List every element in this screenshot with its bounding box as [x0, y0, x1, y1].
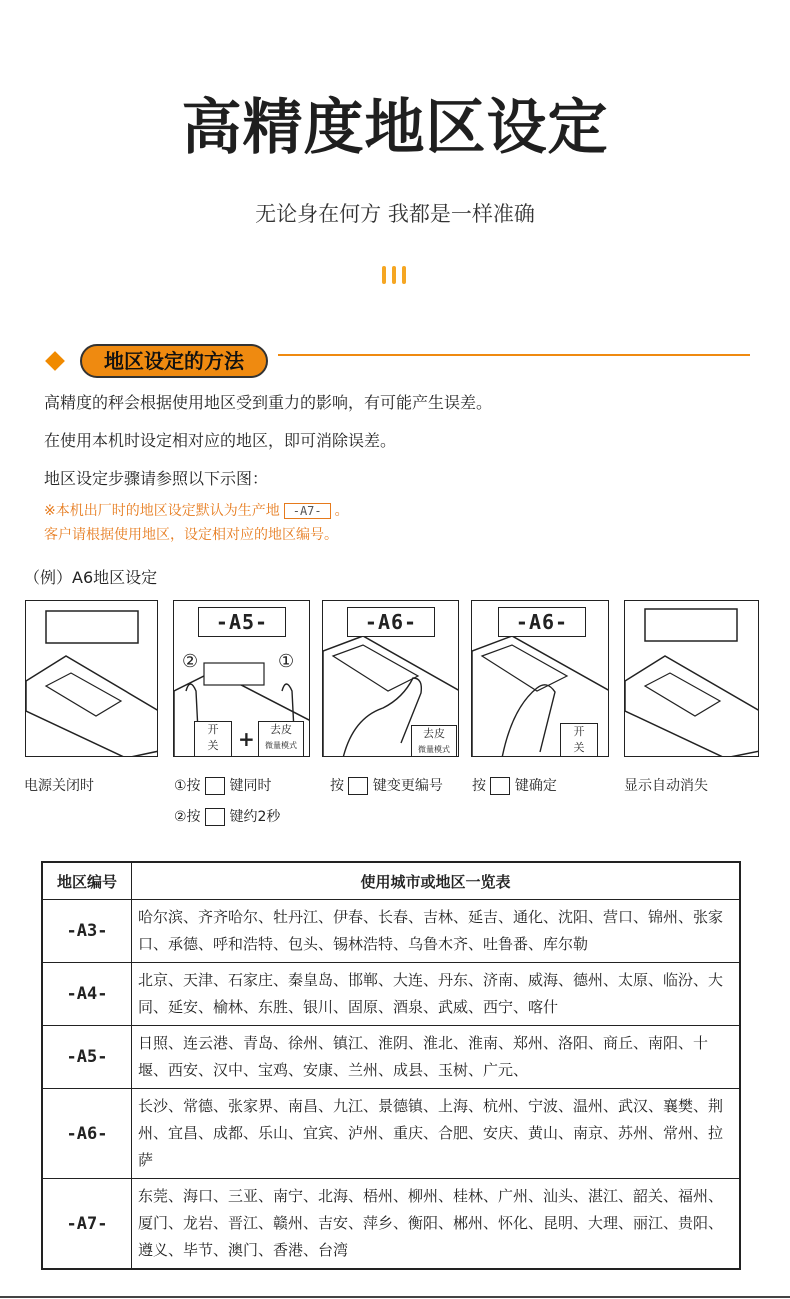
- region-table: [41, 861, 741, 1270]
- region-code: -A7-: [42, 1179, 132, 1270]
- tare-key[interactable]: [411, 725, 457, 757]
- step-number-1: ①: [278, 651, 295, 672]
- step-panel-1: [25, 600, 158, 757]
- step-number-2: ②: [182, 651, 199, 672]
- caption-step-1: 电源关闭时: [24, 778, 94, 794]
- section-header: [48, 344, 750, 384]
- page-subtitle: 无论身在何方 我都是一样准确: [255, 202, 535, 226]
- lcd-display: -A6-: [347, 607, 435, 637]
- caption-text: 按: [472, 778, 486, 794]
- caption-step-3: [330, 775, 443, 795]
- paragraph-1: 高精度的秤会根据使用地区受到重力的影响，有可能产生误差。: [44, 393, 493, 412]
- tare-label: 去皮: [270, 723, 292, 736]
- diamond-icon: [45, 351, 65, 371]
- power-key-icon: [490, 777, 510, 795]
- region-cities: 东莞、海口、三亚、南宁、北海、梧州、柳州、桂林、广州、汕头、湛江、韶关、福州、厦门、龙岩、晋江、赣州、吉安、萍乡、衡阳、郴州、怀化、昆明、大理、丽江、贵阳、遵义、毕节、澳门、香港、台湾: [132, 1179, 741, 1270]
- region-cities: 北京、天津、石家庄、秦皇岛、邯郸、大连、丹东、济南、威海、德州、太原、临汾、大同、延安、榆林、东胜、银川、固原、酒泉、武威、西宁、喀什: [132, 963, 741, 1026]
- region-cities: 哈尔滨、齐齐哈尔、牡丹江、伊春、长春、吉林、延吉、通化、沈阳、营口、锦州、张家口、承德、呼和浩特、包头、锡林浩特、乌鲁木齐、吐鲁番、库尔勒: [132, 900, 741, 963]
- tare-sub-label: 微量模式: [265, 741, 297, 750]
- decorative-bars-icon: [382, 266, 410, 284]
- step-panel-3: [322, 600, 459, 757]
- key-close-label: 关: [573, 741, 585, 754]
- caption-text: 键变更编号: [372, 778, 443, 794]
- power-key[interactable]: [560, 723, 598, 757]
- note-line-1: [44, 500, 349, 520]
- region-code: -A5-: [42, 1026, 132, 1089]
- paragraph-3: 地区设定步骤请参照以下示图：: [44, 469, 269, 488]
- tare-key[interactable]: [258, 721, 304, 757]
- power-key-icon: [205, 808, 225, 826]
- key-open-label: 开: [573, 725, 585, 738]
- region-cities: 长沙、常德、张家界、南昌、九江、景德镇、上海、杭州、宁波、温州、武汉、襄樊、荆州、宜昌、成都、乐山、宜宾、泸州、重庆、合肥、安庆、黄山、南京、苏州、常州、拉萨: [132, 1089, 741, 1179]
- paragraph-2: 在使用本机时设定相对应的地区，即可消除误差。: [44, 431, 397, 450]
- key-close-label: 关: [207, 739, 219, 752]
- region-code: -A3-: [42, 900, 132, 963]
- table-row: [42, 963, 740, 1026]
- step-panel-5: [624, 600, 759, 757]
- section-divider: [278, 354, 750, 356]
- caption-text: 键约2秒: [229, 809, 281, 825]
- section-heading: 地区设定的方法: [80, 344, 268, 378]
- caption-text: ①按: [174, 778, 201, 794]
- scale-drawing: [26, 601, 158, 757]
- step-panel-2: [173, 600, 310, 757]
- region-code: -A4-: [42, 963, 132, 1026]
- table-row: [42, 1089, 740, 1179]
- scale-drawing: [625, 601, 759, 757]
- tare-key-icon: [348, 777, 368, 795]
- caption-text: 键同时: [229, 778, 272, 794]
- region-code: -A6-: [42, 1089, 132, 1179]
- example-label: （例）A6地区设定: [24, 568, 158, 587]
- page-title: 高精度地区设定: [181, 93, 609, 163]
- tare-label: 去皮: [423, 727, 445, 740]
- caption-step-2b: [174, 806, 280, 826]
- caption-step-4: [472, 775, 557, 795]
- note-line-2: 客户请根据使用地区，设定相对应的地区编号。: [44, 527, 338, 543]
- table-row: [42, 1179, 740, 1270]
- tare-sub-label: 微量模式: [418, 745, 450, 754]
- table-row: [42, 900, 740, 963]
- tare-key-icon: [205, 777, 225, 795]
- lcd-display: -A5-: [198, 607, 286, 637]
- table-header: [42, 862, 740, 900]
- caption-text: 键确定: [514, 778, 557, 794]
- lcd-display: -A6-: [498, 607, 586, 637]
- column-header-code: 地区编号: [42, 862, 132, 900]
- note-suffix: 。: [334, 503, 349, 519]
- step-panel-4: [471, 600, 609, 757]
- table-row: [42, 1026, 740, 1089]
- note-prefix: ※本机出厂时的地区设定默认为生产地: [44, 503, 280, 519]
- default-code: -A7-: [284, 503, 331, 519]
- caption-text: 按: [330, 778, 344, 794]
- caption-step-5: 显示自动消失: [624, 778, 708, 794]
- plus-sign: +: [238, 727, 255, 751]
- caption-text: ②按: [174, 809, 201, 825]
- column-header-cities: 使用城市或地区一览表: [132, 862, 741, 900]
- power-key[interactable]: [194, 721, 232, 757]
- bottom-divider: [0, 1296, 790, 1298]
- region-cities: 日照、连云港、青岛、徐州、镇江、淮阴、淮北、淮南、郑州、洛阳、商丘、南阳、十堰、西安、汉中、宝鸡、安康、兰州、成县、玉树、广元、: [132, 1026, 741, 1089]
- key-open-label: 开: [207, 723, 219, 736]
- caption-step-2a: [174, 775, 271, 795]
